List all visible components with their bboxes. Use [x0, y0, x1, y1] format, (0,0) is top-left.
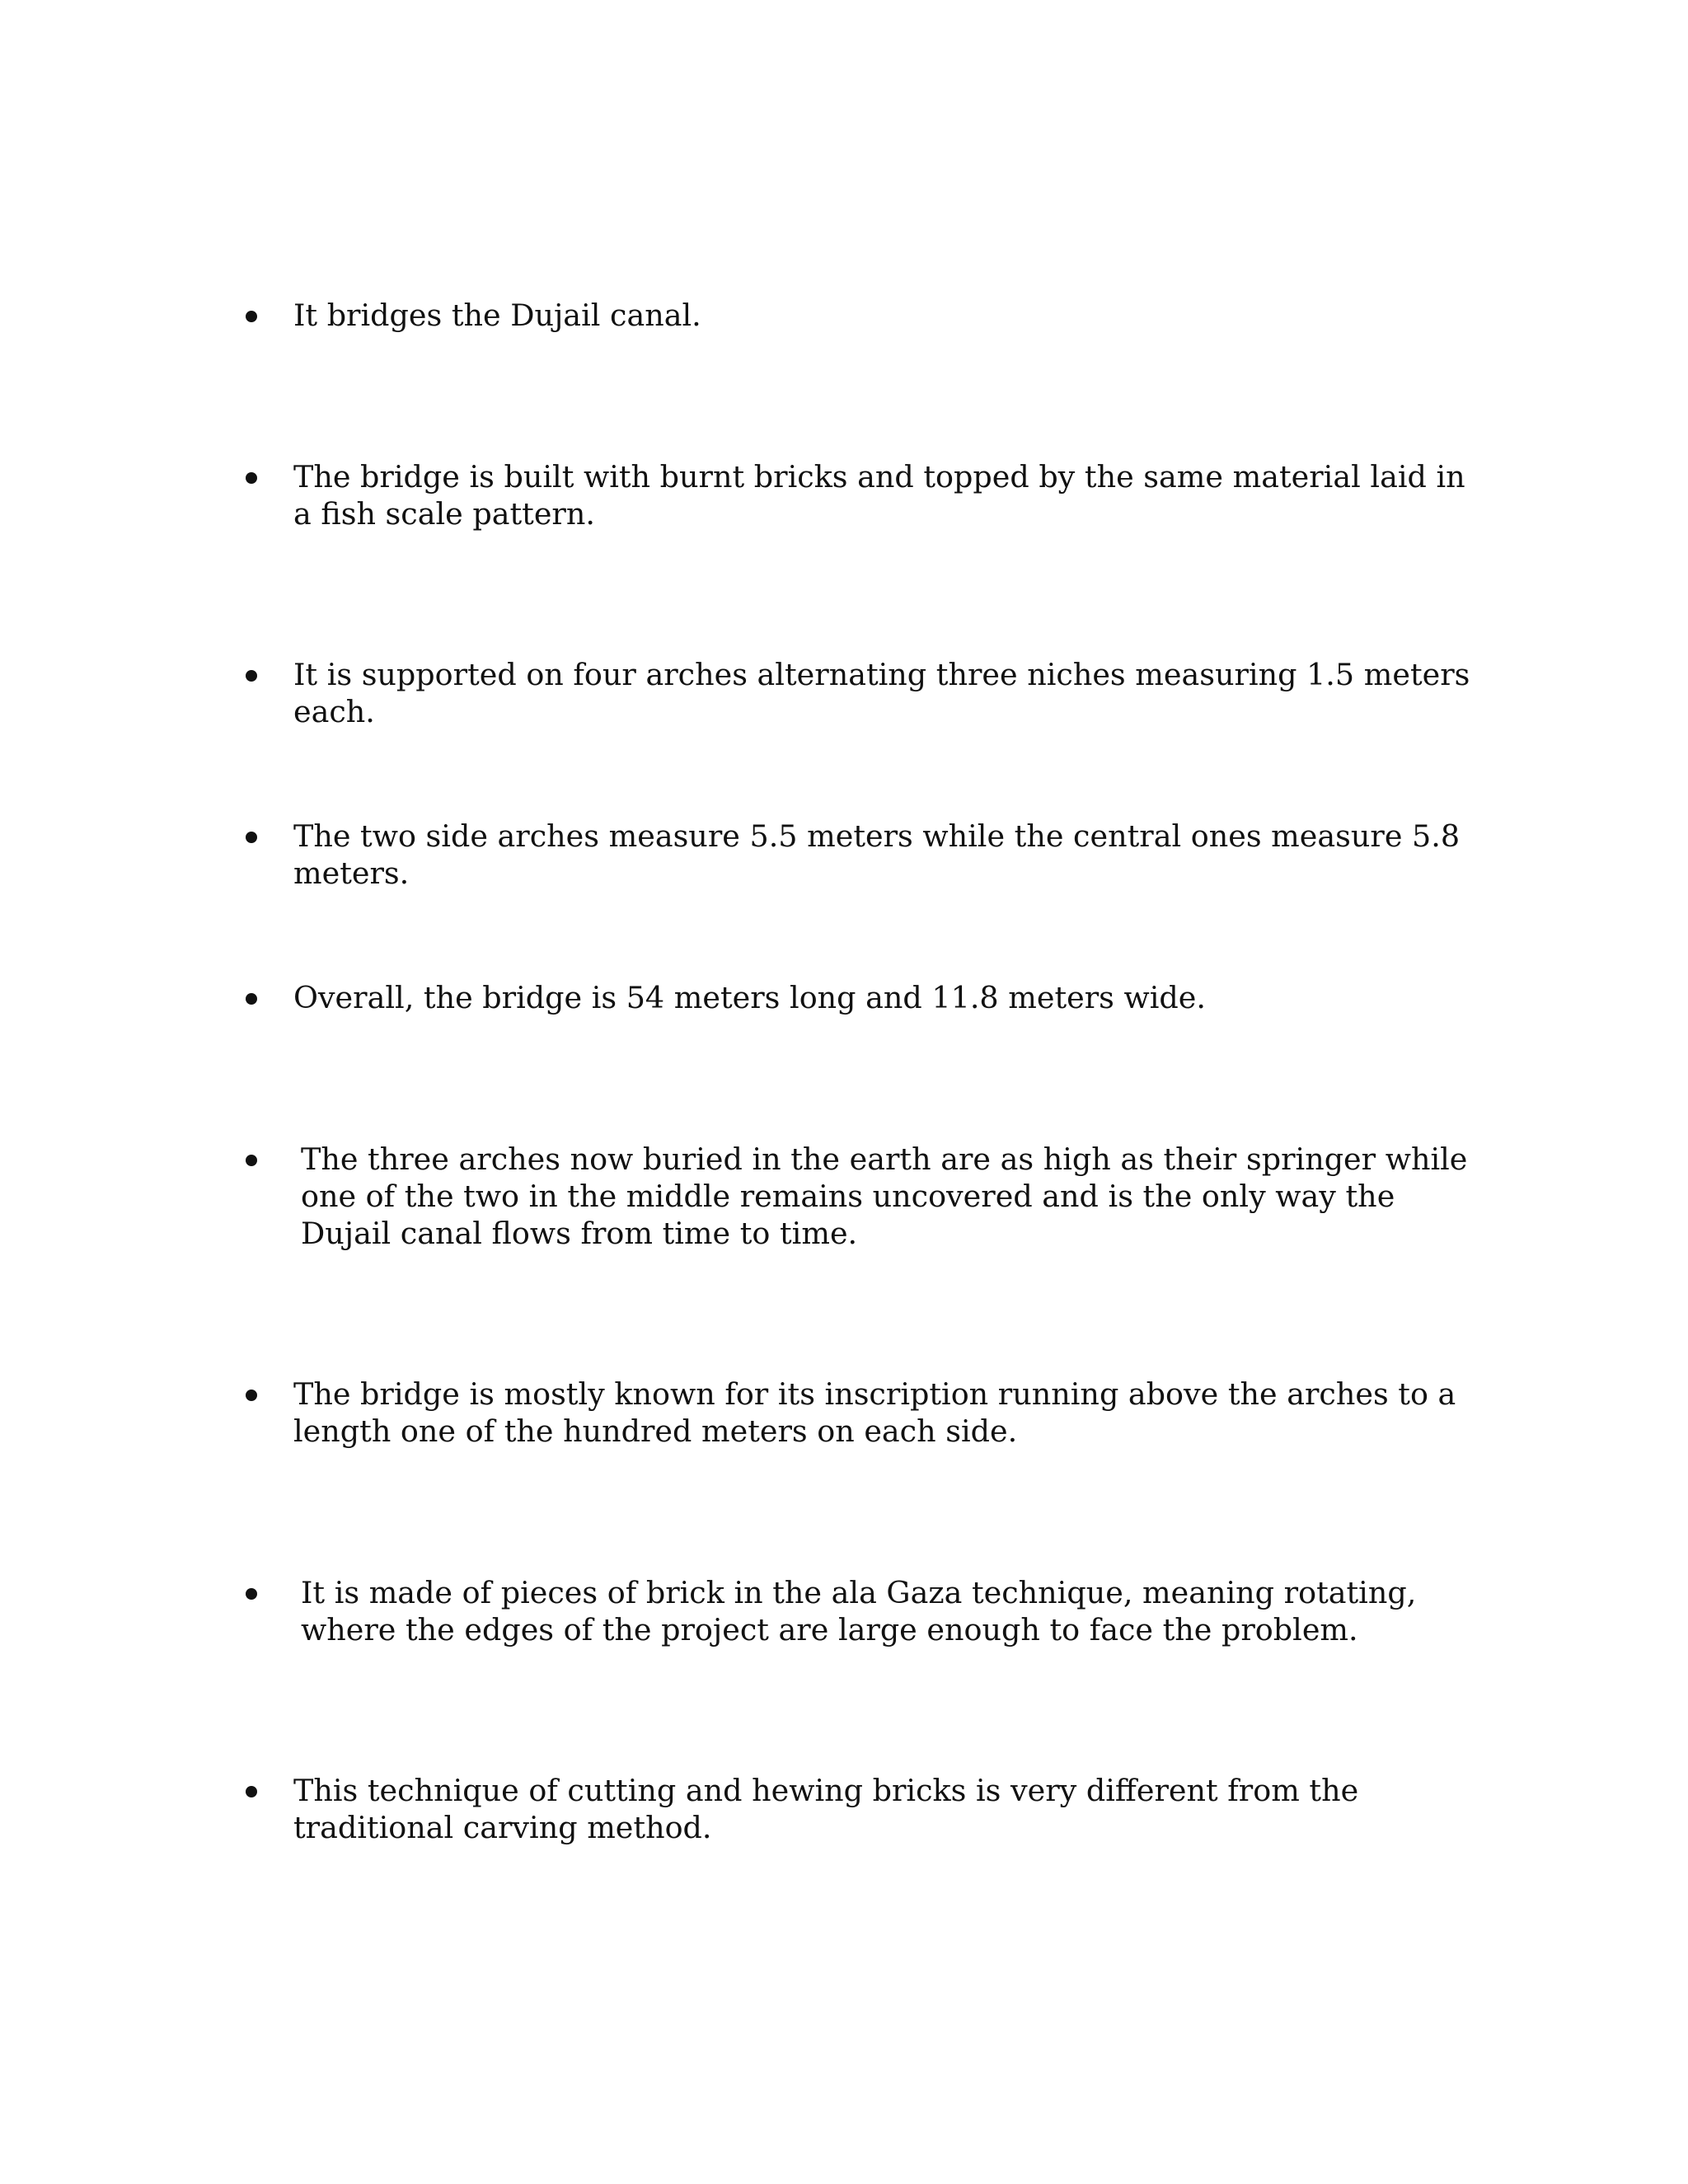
list-item-text: The bridge is built with burnt bricks and topped by the same material laid in a fish scale pattern.	[293, 459, 1465, 532]
bullet-marker	[246, 472, 257, 484]
list-item-text: The bridge is mostly known for its inscription running above the arches to a length one of the hundred meters on each side.	[293, 1376, 1456, 1449]
bullet-marker	[246, 670, 257, 682]
list-item-text: It is made of pieces of brick in the ala Gaza technique, meaning rotating, where the edges of the project are large enough to face the problem.	[301, 1575, 1417, 1647]
list-item-text: It is supported on four arches alternating three niches measuring 1.5 meters each.	[293, 657, 1470, 729]
bullet-marker	[246, 1786, 257, 1797]
bullet-marker	[246, 311, 257, 322]
bullet-marker	[246, 1588, 257, 1600]
bullet-marker	[246, 1155, 257, 1166]
list-item-text: Overall, the bridge is 54 meters long and 11.8 meters wide.	[293, 980, 1206, 1015]
bullet-marker	[246, 1390, 257, 1401]
bullet-marker	[246, 832, 257, 843]
bullet-marker	[246, 993, 257, 1005]
list-item-text: The two side arches measure 5.5 meters while the central ones measure 5.8 meters.	[293, 818, 1461, 891]
list-item-text: It bridges the Dujail canal.	[293, 298, 701, 333]
list-item-text: The three arches now buried in the earth are as high as their springer while one of the two in the middle remains uncovered and is the only way the Dujail canal flows from time to time.	[301, 1141, 1468, 1251]
list-item-text: This technique of cutting and hewing bricks is very different from the traditional carving method.	[293, 1773, 1359, 1845]
